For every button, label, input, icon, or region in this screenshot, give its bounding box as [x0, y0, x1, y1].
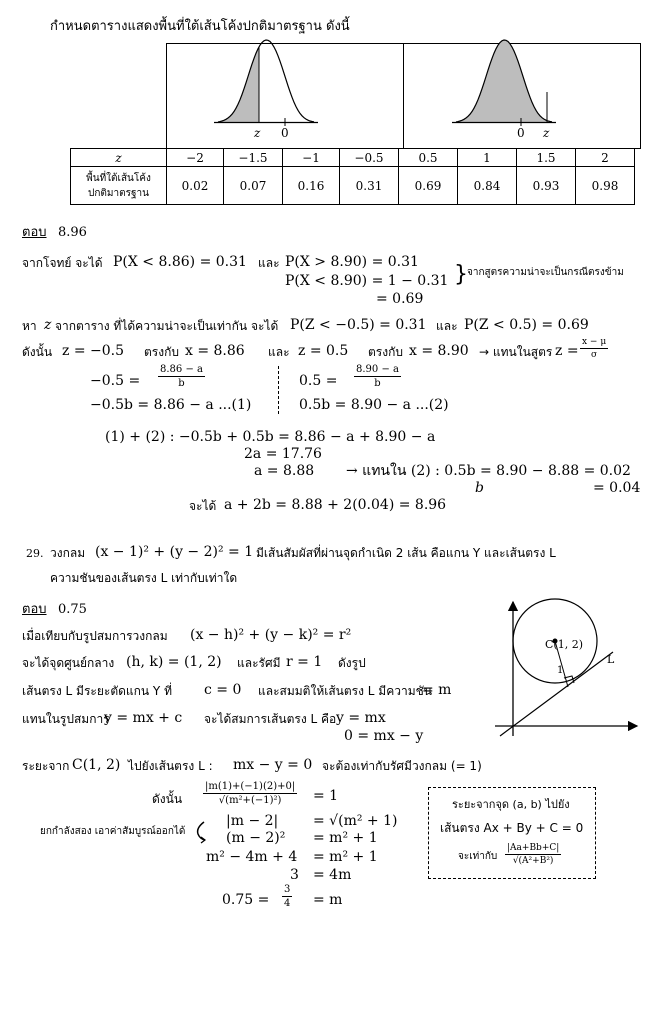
left-z-label: z — [254, 126, 261, 140]
p28-line1-and: และ — [258, 256, 280, 270]
p28-line4-eq2: P(Z < 0.5) = 0.69 — [464, 317, 589, 333]
radius-label: 1 — [557, 665, 564, 676]
p29-s3-lhs: (m − 2)² — [226, 830, 286, 846]
p28-eq1-den: b — [178, 378, 185, 389]
p28-eq6-b: b — [475, 480, 484, 496]
p28-eq7: a + 2b = 8.88 + 2(0.04) = 8.96 — [224, 497, 447, 513]
p29-number: 29. — [26, 547, 44, 560]
p29-s6-fraction — [282, 884, 292, 909]
area-header-line2: ปกติมาตรฐาน — [88, 187, 149, 199]
p28-line5-text5: → แทนในสูตร — [479, 345, 553, 359]
p29-l2-text1: จะได้จุดศูนย์กลาง — [22, 656, 115, 670]
p29-s5-lhs: 3 — [290, 867, 299, 883]
p28-line3-eq: = 0.69 — [376, 291, 424, 307]
right-zero-label: 0 — [517, 126, 525, 140]
p28-eq1b-den: b — [374, 378, 381, 389]
p29-l2-text3: ดังรูป — [338, 656, 366, 670]
z-cell: 1 — [458, 149, 517, 167]
z-cell: 2 — [576, 149, 635, 167]
right-shaded-area — [456, 40, 547, 122]
p29-s2-rhs: = √(m² + 1) — [313, 813, 398, 829]
p29-s6-den: 4 — [284, 898, 291, 909]
p28-eq5: a = 8.88 — [254, 463, 315, 479]
p28-line1-eq2: P(X > 8.90) = 0.31 — [285, 254, 419, 270]
p28-line5-text1: ดังนั้น — [22, 345, 53, 359]
normal-curve-graphs — [0, 0, 666, 150]
p29-l3-text2: และสมมติให้เส้นตรง L มีความชัน — [258, 684, 432, 698]
z-formula-num: x − μ — [582, 337, 607, 347]
p29-s1-text: ดังนั้น — [152, 792, 183, 806]
p28-note: จากสูตรความน่าจะเป็นกรณีตรงข้าม — [467, 267, 624, 278]
p28-line1-eq1: P(X < 8.86) = 0.31 — [113, 254, 247, 270]
p29-s6-lhs: 0.75 = — [222, 892, 270, 908]
p28-eq3: (1) + (2) : −0.5b + 0.5b = 8.86 − a + 8.90 − a — [105, 429, 436, 445]
p28-line4-eq1: P(Z < −0.5) = 0.31 — [290, 317, 427, 333]
left-shaded-area — [218, 47, 259, 122]
p29-s5-rhs: = 4m — [313, 867, 352, 883]
p28-eq1b-lhs: 0.5 = — [299, 373, 338, 389]
p28-eq2-right: 0.5b = 8.90 − a ...(2) — [299, 397, 449, 413]
area-cell: 0.02 — [167, 167, 224, 205]
area-cell: 0.69 — [399, 167, 458, 205]
formula-box-num: |Aa+Bb+C| — [507, 843, 560, 853]
p29-q1-eq: (x − 1)² + (y − 2)² = 1 — [95, 544, 254, 560]
p28-eq1b-num: 8.90 − a — [356, 364, 399, 375]
area-row — [71, 167, 635, 205]
p29-s1-fraction — [203, 781, 297, 806]
p29-l2-text2: และรัศมี — [237, 656, 281, 670]
formula-box-line1: ระยะจากจุด (a, b) ไปยัง — [452, 798, 570, 811]
z-formula-fraction — [580, 337, 608, 360]
formula-box-line2: เส้นตรง Ax + By + C = 0 — [440, 821, 584, 835]
circle-tangent-figure — [485, 598, 645, 748]
p28-eq6-val: = 0.04 — [593, 480, 641, 496]
brace-icon: } — [454, 262, 468, 287]
p29-q1-text1: วงกลม — [50, 546, 86, 560]
equation-divider — [278, 366, 279, 414]
p29-l3-eq2: = m — [422, 682, 452, 698]
p29-l1-text: เมื่อเทียบกับรูปสมการวงกลม — [22, 629, 168, 643]
p28-line4-text1: หา — [22, 319, 37, 333]
p29-l6-text1: ระยะจาก — [22, 759, 70, 773]
formula-box-fraction — [505, 843, 561, 866]
p28-line1-text: จากโจทย์ จะได้ — [22, 256, 103, 270]
p28-line5-eq1: z = −0.5 — [62, 343, 125, 359]
p28-line4-text2: จากตาราง ที่ได้ความน่าจะเป็นเท่ากัน จะได้ — [55, 319, 279, 333]
p28-eq5-sub: → แทนใน (2) : 0.5b = 8.90 − 8.88 = 0.02 — [346, 463, 631, 479]
p28-line5-eq2: x = 8.86 — [185, 343, 245, 359]
z-cell: 0.5 — [399, 149, 458, 167]
p29-s6-num: 3 — [284, 884, 291, 895]
p29-s1-rhs: = 1 — [313, 788, 339, 804]
left-bell-curve — [218, 40, 314, 122]
p29-l4-eq2: y = mx — [336, 710, 386, 726]
z-cell: −2 — [167, 149, 224, 167]
p29-l6-text3: จะต้องเท่ากับรัศมีวงกลม (= 1) — [322, 759, 482, 773]
p29-l6-eq2: mx − y = 0 — [233, 757, 313, 773]
p29-s1-num: |m(1)+(−1)(2)+0| — [205, 781, 296, 792]
p28-eq4: 2a = 17.76 — [244, 446, 322, 462]
left-zero-label: 0 — [281, 126, 289, 140]
p28-line5-text4: ตรงกับ — [368, 345, 403, 359]
z-cell: −1 — [283, 149, 340, 167]
formula-box-den: √(A²+B²) — [512, 856, 554, 866]
line-l-label: L — [607, 653, 615, 666]
p28-line5-eq4: x = 8.90 — [409, 343, 469, 359]
area-cell: 0.84 — [458, 167, 517, 205]
intro-text: กำหนดตารางแสดงพื้นที่ใต้เส้นโค้งปกติมาตรฐาน ดังนี้ — [50, 19, 350, 34]
z-header: z — [71, 149, 167, 167]
p28-line5-eq3: z = 0.5 — [298, 343, 349, 359]
p29-l4-text1: แทนในรูปสมการ — [22, 712, 110, 726]
p29-l3-text1: เส้นตรง L มีระยะตัดแกน Y ที่ — [22, 684, 172, 698]
p28-eq1-num: 8.86 − a — [160, 364, 203, 375]
z-table — [70, 148, 635, 205]
p28-eq1b-fraction — [354, 364, 401, 389]
p28-line5-zeq: z = — [555, 343, 579, 359]
p28-eq2-left: −0.5b = 8.86 − a ...(1) — [90, 397, 252, 413]
z-row — [71, 149, 635, 167]
p29-s2-note: ยกกำลังสอง เอาค่าสัมบูรณ์ออกได้ — [40, 826, 186, 837]
p28-eq7-text: จะได้ — [189, 499, 217, 513]
p29-s2-lhs: |m − 2| — [226, 813, 279, 829]
p29-l4-eq1: y = mx + c — [104, 710, 183, 726]
center-label: C(1, 2) — [545, 638, 583, 651]
area-cell: 0.07 — [224, 167, 283, 205]
p29-answer-value: 0.75 — [58, 602, 87, 617]
answer-label: ตอบ — [22, 225, 47, 240]
area-cell: 0.31 — [340, 167, 399, 205]
area-header-line1: พื้นที่ใต้เส้นโค้ง — [86, 172, 151, 184]
right-z-label: z — [543, 126, 550, 140]
p28-line5-text2: ตรงกับ — [144, 345, 179, 359]
p29-l5-eq: 0 = mx − y — [344, 728, 424, 744]
z-cell: −0.5 — [340, 149, 399, 167]
curved-arrow-icon — [195, 820, 207, 844]
p29-s4-lhs: m² − 4m + 4 — [206, 849, 298, 865]
p29-s1-den: √(m²+(−1)²) — [218, 795, 282, 806]
p29-l6-text2: ไปยังเส้นตรง L : — [128, 759, 213, 773]
p28-line5-text3: และ — [268, 345, 290, 359]
answer-value: 8.96 — [58, 225, 87, 240]
area-cell: 0.93 — [517, 167, 576, 205]
z-formula-den: σ — [591, 350, 598, 360]
p29-l6-eq1: C(1, 2) — [72, 757, 121, 773]
p29-s6-rhs: = m — [313, 892, 343, 908]
p28-line2-eq: P(X < 8.90) = 1 − 0.31 — [285, 273, 449, 289]
p29-l2-eq2: r = 1 — [286, 654, 323, 670]
p29-l1-eq: (x − h)² + (y − k)² = r² — [190, 627, 352, 643]
p28-line4-z: z — [44, 317, 52, 333]
formula-box-line3: จะเท่ากับ — [458, 851, 498, 862]
area-cell: 0.98 — [576, 167, 635, 205]
z-cell: 1.5 — [517, 149, 576, 167]
p29-l2-eq1: (h, k) = (1, 2) — [126, 654, 222, 670]
area-header — [71, 167, 167, 205]
p29-answer-label: ตอบ — [22, 602, 47, 617]
area-cell: 0.16 — [283, 167, 340, 205]
p28-line4-and: และ — [436, 319, 458, 333]
p28-eq1-fraction — [158, 364, 205, 389]
p29-q2-text: ความชันของเส้นตรง L เท่ากับเท่าใด — [50, 571, 238, 585]
p29-l3-eq1: c = 0 — [204, 682, 242, 698]
p29-s3-rhs: = m² + 1 — [313, 830, 378, 846]
p29-s4-rhs: = m² + 1 — [313, 849, 378, 865]
p29-l4-text2: จะได้สมการเส้นตรง L คือ — [204, 712, 337, 726]
p29-q1-text2: มีเส้นสัมผัสที่ผ่านจุดกำเนิด 2 เส้น คือแกน Y และเส้นตรง L — [256, 546, 556, 560]
z-cell: −1.5 — [224, 149, 283, 167]
p28-eq1-lhs: −0.5 = — [90, 373, 141, 389]
